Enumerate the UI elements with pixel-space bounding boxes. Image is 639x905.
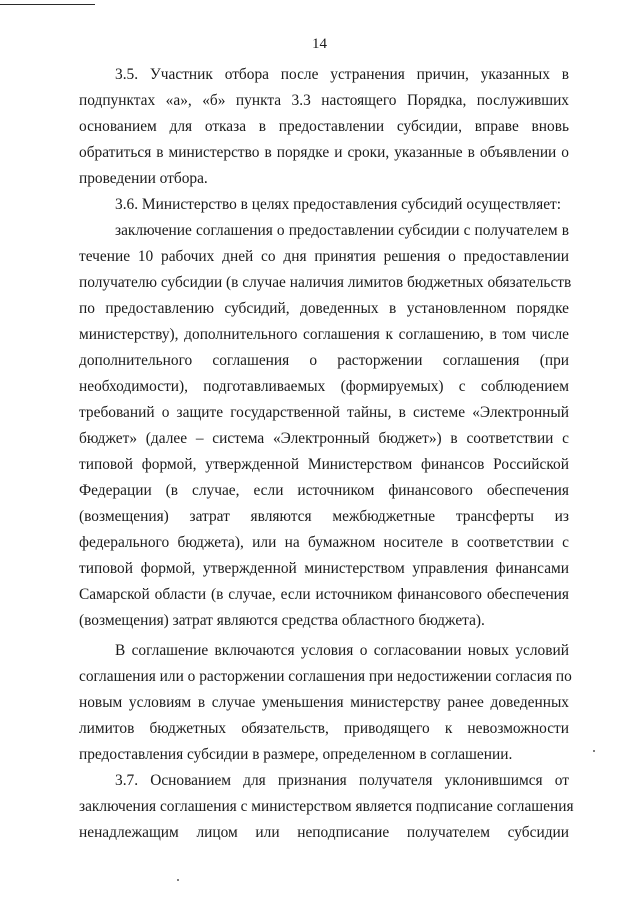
agreement-paragraph-line: по предоставлению субсидий, доведенных в установленном порядке: [79, 300, 569, 317]
scan-speck: [177, 879, 179, 881]
paragraph-3-5-line: обратиться в министерство в порядке и сроки, указанные в объявлении о: [79, 144, 569, 161]
conditions-paragraph-line: лимитов бюджетных обязательств, приводящего к невозможности: [79, 720, 569, 737]
agreement-paragraph-line: бюджет» (далее – система «Электронный бюджет») в соответствии с: [79, 430, 569, 447]
paragraph-3-5-line: подпунктах «а», «б» пункта 3.3 настоящего Порядка, послуживших: [79, 92, 569, 109]
agreement-paragraph-line: типовой формой, утвержденной министерством управления финансами: [79, 560, 569, 577]
agreement-paragraph-line: дополнительного соглашения о расторжении соглашения (при: [79, 352, 569, 369]
agreement-paragraph-line: Самарской области (в случае, если источником финансового обеспечения: [79, 586, 569, 603]
paragraph-3-7-line: заключения соглашения с министерством является подписание соглашения: [79, 798, 574, 815]
agreement-paragraph-line: федерального бюджета), или на бумажном носителе в соответствии с: [79, 534, 569, 551]
agreement-paragraph-line: (возмещения) затрат являются средства областного бюджета).: [79, 612, 485, 629]
paragraph-3-5-line: проведении отбора.: [79, 170, 208, 187]
agreement-paragraph-line: (возмещения) затрат являются межбюджетные трансферты из: [79, 508, 569, 525]
agreement-paragraph-line: Федерации (в случае, если источником финансового обеспечения: [79, 482, 569, 499]
conditions-paragraph-line: В соглашение включаются условия о согласовании новых условий: [115, 642, 569, 659]
agreement-paragraph-line: министерству), дополнительного соглашения к соглашению, в том числе: [79, 326, 569, 343]
scan-edge-mark: [0, 4, 95, 5]
agreement-paragraph-line: заключение соглашения о предоставлении субсидии с получателем в: [115, 222, 569, 239]
agreement-paragraph-line: получателю субсидии (в случае наличия лимитов бюджетных обязательств: [79, 274, 572, 291]
conditions-paragraph-line: соглашения или о расторжении соглашения при недостижении согласия по: [79, 668, 572, 685]
paragraph-3-5-line: основанием для отказа в предоставлении субсидии, вправе вновь: [79, 118, 569, 135]
agreement-paragraph-line: течение 10 рабочих дней со дня принятия решения о предоставлении: [79, 248, 569, 265]
agreement-paragraph-line: необходимости), подготавливаемых (формируемых) с соблюдением: [79, 378, 569, 395]
paragraph-3-6-heading: 3.6. Министерство в целях предоставления субсидий осуществляет:: [115, 196, 562, 213]
conditions-paragraph-line: новым условиям в случае уменьшения министерству ранее доведенных: [79, 694, 569, 711]
paragraph-3-7-line: ненадлежащим лицом или неподписание получателем субсидии: [79, 824, 569, 841]
paragraph-3-7-line: 3.7. Основанием для признания получателя уклонившимся от: [115, 772, 569, 789]
agreement-paragraph-line: требований о защите государственной тайны, в системе «Электронный: [79, 404, 569, 421]
agreement-paragraph-line: типовой формой, утвержденной Министерством финансов Российской: [79, 456, 569, 473]
page-number: 14: [312, 36, 327, 52]
paragraph-3-5-line: 3.5. Участник отбора после устранения причин, указанных в: [115, 66, 569, 83]
conditions-paragraph-line: предоставления субсидии в размере, определенном в соглашении.: [79, 746, 513, 763]
scan-speck: [593, 750, 595, 752]
